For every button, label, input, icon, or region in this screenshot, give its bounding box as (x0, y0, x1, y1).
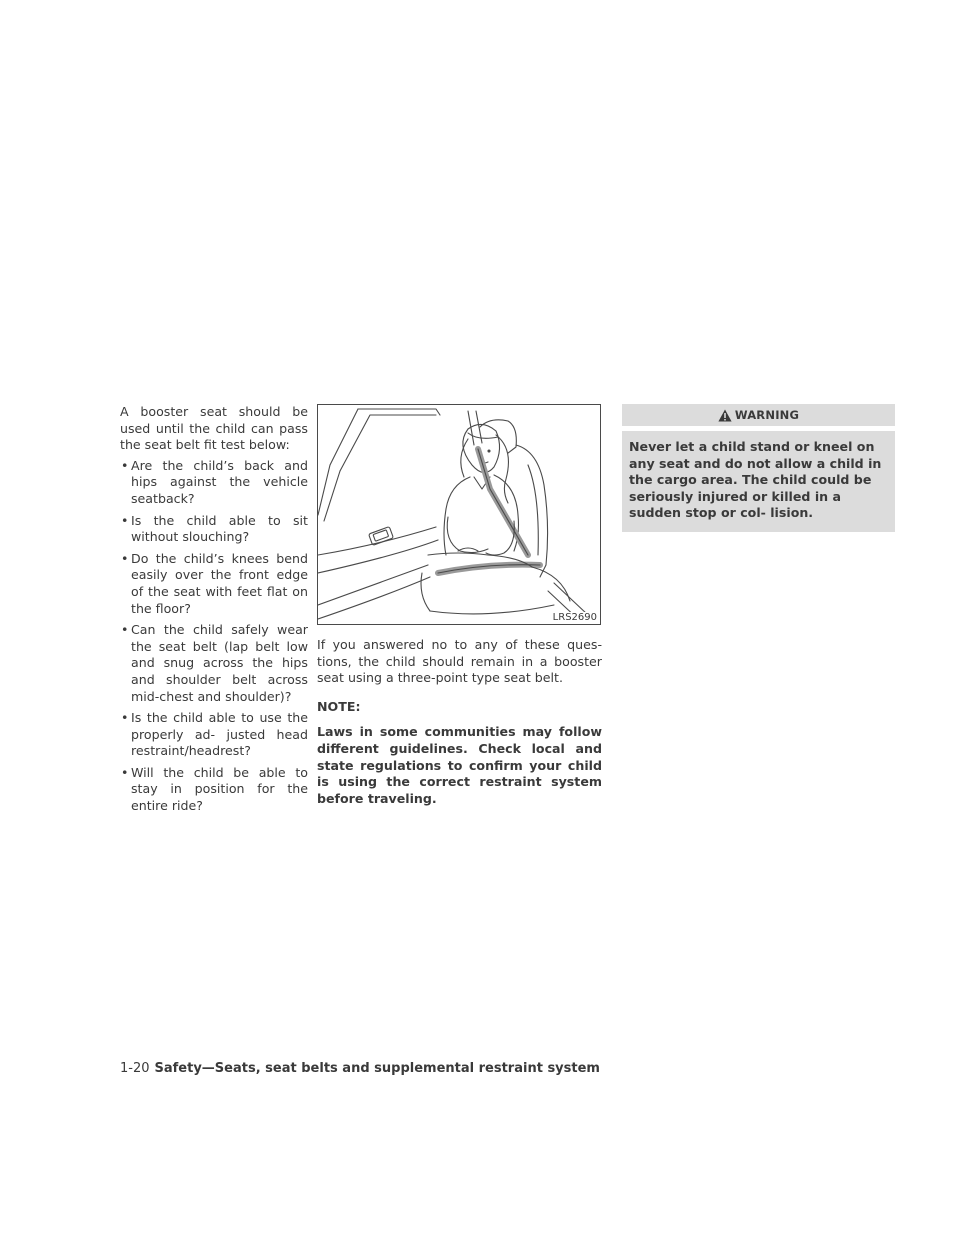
fit-test-result-paragraph: If you answered no to any of these ques- tions, the child should remain in a booster seat using a three-point type seat belt. (317, 637, 602, 686)
fit-test-checklist (120, 458, 308, 815)
checklist-item: • Is the child able to sit without slouching? (120, 513, 308, 546)
intro-paragraph: A booster seat should be used until the child can pass the seat belt fit test below: (120, 404, 308, 453)
page-footer (120, 1061, 600, 1076)
warning-box (622, 404, 895, 532)
figure-code: LRS2690 (552, 612, 597, 623)
checklist-item: • Do the child’s knees bend easily over the front edge of the seat with feet flat on the floor? (120, 551, 308, 617)
note-body: Laws in some communities may follow different guidelines. Check local and state regulations to confirm your child is using the correct restraint system before traveling. (317, 724, 602, 806)
page-number: 1-20 (120, 1061, 150, 1076)
checklist-item: • Will the child be able to stay in position for the entire ride? (120, 765, 308, 815)
left-column (120, 404, 308, 820)
checklist-item: • Can the child safely wear the seat belt (lap belt low and snug across the hips and shoulder belt across mid-chest and shoulder)? (120, 622, 308, 705)
section-title: Safety—Seats, seat belts and supplemental restraint system (154, 1061, 600, 1076)
middle-column (317, 404, 602, 807)
checklist-item: • Is the child able to use the properly ad- justed head restraint/headrest? (120, 710, 308, 760)
warning-heading: WARNING (734, 407, 800, 422)
warning-triangle-icon (718, 409, 732, 422)
booster-seat-illustration (317, 404, 601, 625)
checklist-item: • Are the child’s back and hips against the vehicle seatback? (120, 458, 308, 508)
warning-text: Never let a child stand or kneel on any seat and do not allow a child in the cargo area. The child could be seriously injured or killed in a sudden stop or col- lision. (622, 431, 895, 532)
warning-header (622, 404, 895, 426)
child-in-booster-seat-drawing (318, 405, 600, 624)
note-heading: NOTE: (317, 698, 361, 714)
